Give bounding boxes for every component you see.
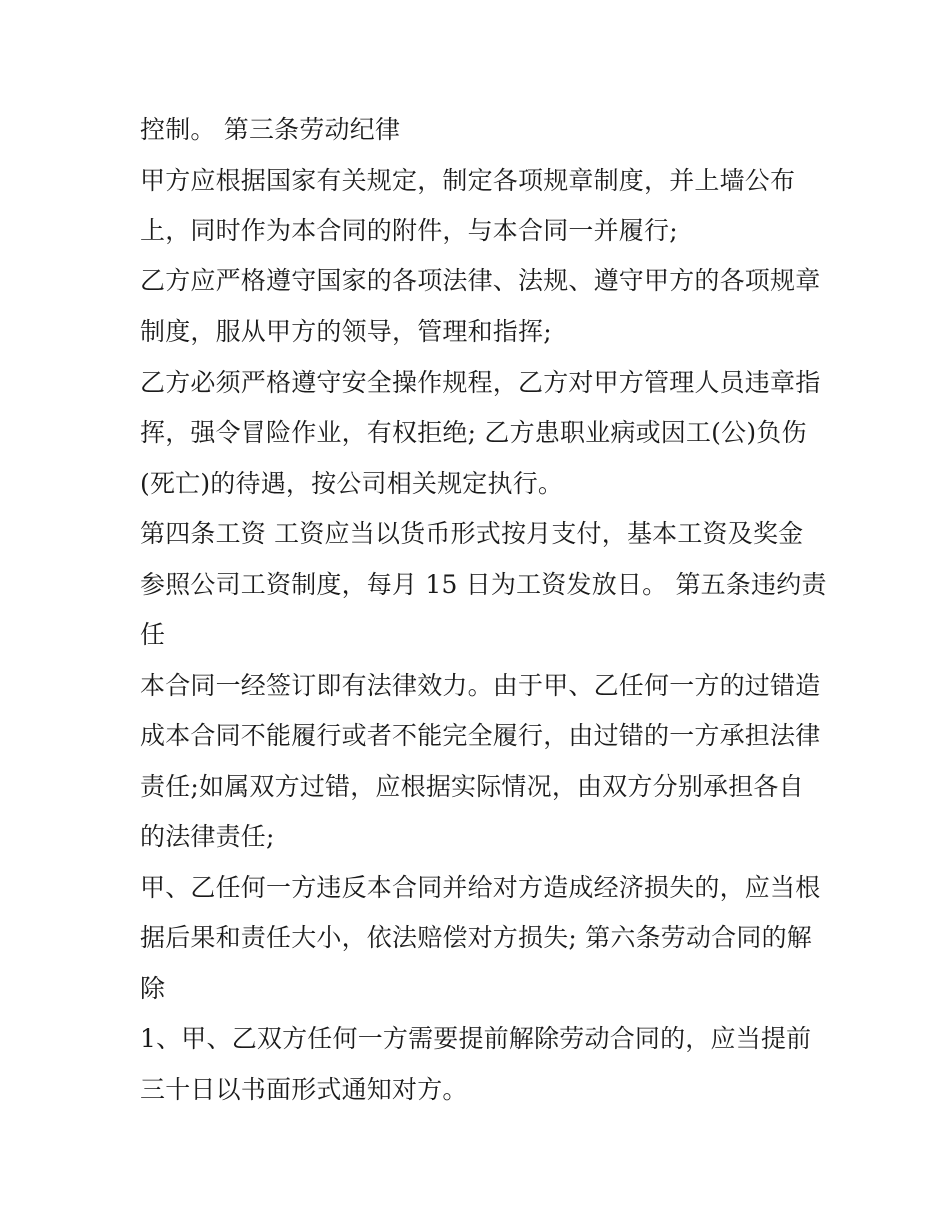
text-line: 制度，服从甲方的领导，管理和指挥; (140, 317, 552, 346)
text-line: 甲方应根据国家有关规定，制定各项规章制度，并上墙公布 (140, 166, 796, 195)
text-line: 除 (140, 974, 166, 1003)
text-line: 第四条工资 工资应当以货币形式按月支付，基本工资及奖金 (140, 519, 804, 548)
text-line: 1、甲、乙双方任何一方需要提前解除劳动合同的，应当提前 (140, 1024, 812, 1053)
text-line: 参照公司工资制度，每月 15 日为工资发放日。 第五条违约责 (140, 570, 827, 599)
text-line: 上，同时作为本合同的附件，与本合同一并履行; (140, 216, 678, 245)
text-line: 任 (140, 620, 166, 649)
text-line: 甲、乙任何一方违反本合同并给对方造成经济损失的，应当根 (140, 873, 821, 902)
text-line: 乙方应严格遵守国家的各项法律、法规、遵守甲方的各项规章 (140, 266, 821, 295)
text-line: 责任;如属双方过错，应根据实际情况，由双方分别承担各自 (140, 772, 804, 801)
text-line: 三十日以书面形式通知对方。 (140, 1075, 468, 1104)
text-line: 成本合同不能履行或者不能完全履行，由过错的一方承担法律 (140, 721, 821, 750)
text-line: 的法律责任; (140, 822, 275, 851)
text-line: (死亡)的待遇，按公司相关规定执行。 (140, 469, 564, 498)
text-line: 本合同一经签订即有法律效力。由于甲、乙任何一方的过错造 (140, 671, 821, 700)
text-line: 挥，强令冒险作业，有权拒绝; 乙方患职业病或因工(公)负伤 (140, 418, 807, 447)
text-line: 控制。 第三条劳动纪律 (140, 115, 401, 144)
text-line: 乙方必须严格遵守安全操作规程，乙方对甲方管理人员违章指 (140, 368, 821, 397)
text-line: 据后果和责任大小，依法赔偿对方损失; 第六条劳动合同的解 (140, 923, 812, 952)
